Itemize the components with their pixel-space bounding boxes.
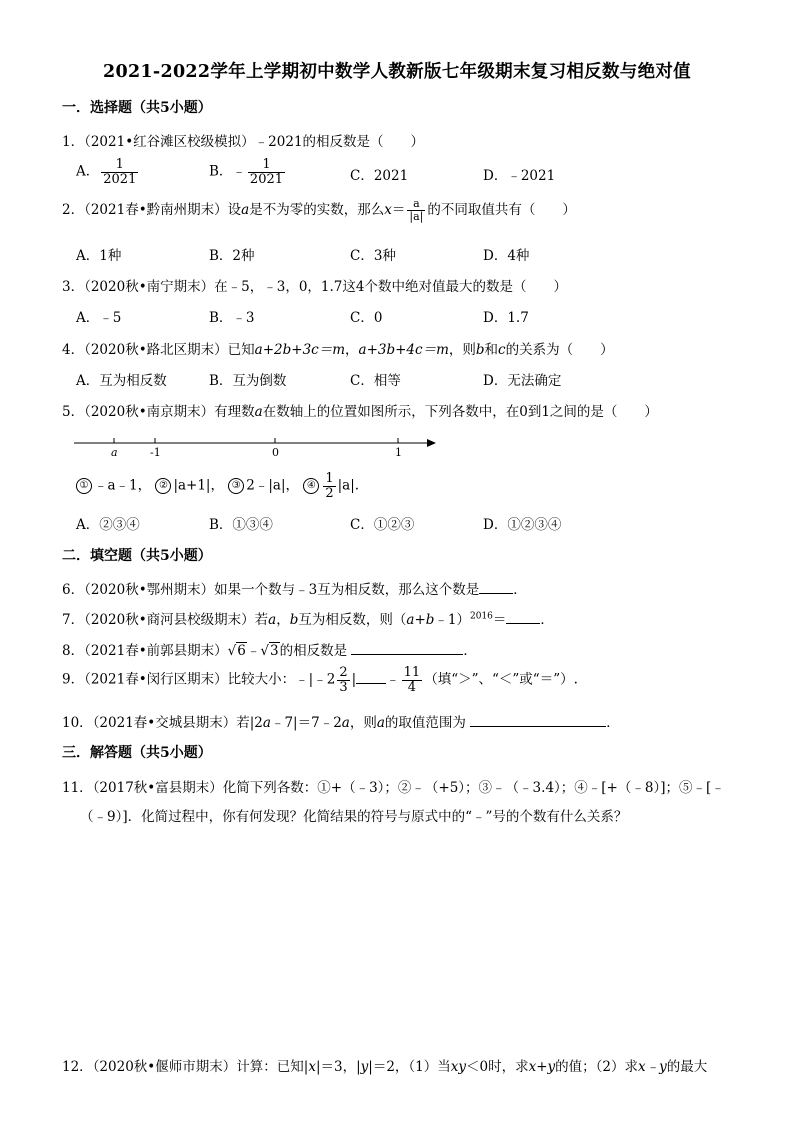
- number-line: [70, 432, 440, 462]
- option-a: A．1种: [76, 248, 122, 264]
- question-text: （2020秋•鄂州期末）如果一个数与﹣3互为相反数，那么这个数是: [84, 582, 480, 598]
- circled-number: ③: [228, 478, 244, 494]
- question-text: ﹣2021的相反数是（ ）: [254, 134, 425, 150]
- question-11: [62, 776, 725, 796]
- option-b: B．2种: [209, 248, 255, 264]
- square-root: √3: [260, 643, 279, 659]
- question-number: 10．: [62, 715, 93, 731]
- option-c: C．3种: [350, 248, 396, 264]
- fraction: $\frac{1}{2021}$: [103, 157, 137, 187]
- question-number: 9．: [62, 671, 85, 688]
- answer-blank[interactable]: [470, 714, 606, 727]
- answer-blank[interactable]: [506, 611, 540, 624]
- question-source: （2021•红谷滩区校级模拟）: [84, 134, 255, 150]
- question-number: 6．: [62, 582, 85, 598]
- section-heading-fill: 二．填空题（共5小题）: [62, 548, 212, 564]
- label-zero: 0: [272, 446, 279, 459]
- answer-blank[interactable]: [479, 581, 513, 594]
- q5-expressions: ① ﹣a﹣1， ② |a+1|， ③ 2﹣|a|， ④ $\frac{1}{2}$ |a|.: [76, 472, 359, 500]
- option-label: A．: [76, 163, 100, 180]
- circled-number: ②: [155, 478, 171, 494]
- circled-number: ④: [303, 478, 319, 494]
- question-number: 7．: [62, 612, 85, 628]
- fraction: $\frac{a}{|a|}$: [409, 197, 424, 223]
- question-9: 9．（2021春•闵行区期末）比较大小：﹣|﹣2 $\frac{2}{3}$ | ﹣ $\frac{11}{4}$ （填“＞”、“＜”或“＝”）.: [62, 665, 578, 695]
- square-root: √6: [227, 643, 246, 659]
- option-b: B．互为倒数: [209, 373, 287, 389]
- question-6: 6．（2020秋•鄂州期末）如果一个数与﹣3互为相反数，那么这个数是 ．: [62, 582, 527, 598]
- circled-number: ①: [76, 478, 92, 494]
- question-text: （2017秋•富县期末）化简下列各数：①+（﹣3）；②﹣（+5）；③﹣（﹣3.4）；④﹣[+（﹣8）]；⑤﹣[﹣: [92, 780, 725, 796]
- option-c: C．①②③: [350, 517, 415, 533]
- question-4: 4．（2020秋•路北区期末）已知a+2b+3c＝m，a+3b+4c＝m，则b和c的关系为（ ）: [62, 342, 614, 358]
- question-7: 7．（2020秋•商河县校级期末）若a，b互为相反数，则（a+b﹣1）$^{2016}$＝ ．: [62, 611, 554, 628]
- question-number: 5．: [62, 404, 85, 420]
- option-c: C．0: [350, 310, 383, 326]
- option-label: B．﹣: [209, 163, 246, 180]
- question-8: 8．（2021春•前郭县期末）√6﹣√3的相反数是 ．: [62, 643, 477, 659]
- question-number: 12．: [62, 1059, 93, 1075]
- label-one: 1: [395, 446, 402, 459]
- question-number: 11．: [62, 780, 93, 796]
- option-a: [76, 158, 140, 186]
- option-c: C．相等: [350, 373, 401, 389]
- option-a: A．互为相反数: [76, 373, 167, 389]
- option-c: C．2021: [350, 168, 409, 184]
- option-b: [209, 158, 287, 186]
- fraction: $\frac{11}{4}$: [403, 665, 421, 695]
- option-b: B．①③④: [209, 517, 273, 533]
- question-5: 5．（2020秋•南京期末）有理数a在数轴上的位置如图所示，下列各数中，在0到1之间的是（ ）: [62, 404, 658, 420]
- question-number: 4．: [62, 342, 85, 358]
- option-a: A．﹣5: [76, 310, 122, 326]
- option-b: B．﹣3: [209, 310, 255, 326]
- fraction: $\frac{2}{3}$: [339, 665, 348, 695]
- section-heading-choice: 一．选择题（共5小题）: [62, 100, 212, 116]
- question-number: 3．: [62, 279, 85, 295]
- question-source: （2020秋•路北区期末）: [84, 342, 228, 358]
- question-source: （2020秋•南京期末）: [84, 404, 215, 420]
- question-12: 12．（2020秋•偃师市期末）计算：已知|x|＝3，|y|＝2，（1）当xy＜0时，求x+y的值；（2）求x﹣y的最大: [62, 1059, 708, 1075]
- fraction: $\frac{1}{2021}$: [249, 157, 284, 187]
- option-d: D．﹣2021: [483, 168, 556, 184]
- option-d: D．1.7: [483, 310, 529, 326]
- question-10: 10．（2021春•交城县期末）若|2a﹣7|＝7﹣2a，则a的取值范围为 ．: [62, 715, 620, 731]
- label-neg-one: -1: [150, 446, 161, 459]
- option-a: A．②③④: [76, 517, 140, 533]
- question-text: （2020秋•南宁期末）在﹣5，﹣3，0，1.7这4个数中绝对值最大的数是（ ）: [84, 279, 567, 295]
- answer-blank[interactable]: [356, 671, 386, 684]
- question-1: [62, 130, 424, 150]
- question-number: 2．: [62, 202, 85, 218]
- option-d: D．①②③④: [483, 517, 562, 533]
- fraction: $\frac{1}{2}$: [325, 471, 334, 501]
- question-3: [62, 275, 567, 295]
- question-source: （2021春•黔南州期末）: [84, 202, 228, 218]
- question-number: 8．: [62, 643, 85, 659]
- question-11-continued: （﹣9）]．化简过程中，你有何发现？化简结果的符号与原式中的“﹣”号的个数有什么关系？: [80, 809, 628, 825]
- axis-arrow: [427, 439, 436, 447]
- page-title: 2021-2022学年上学期初中数学人教新版七年级期末复习相反数与绝对值: [103, 62, 691, 82]
- option-d: D．无法确定: [483, 373, 562, 389]
- section-heading-solve: 三．解答题（共5小题）: [62, 745, 212, 761]
- question-number: 1．: [62, 134, 85, 150]
- question-2: 2．（2021春•黔南州期末）设a是不为零的实数，那么x＝ $\frac{a}{|a|}$ 的不同取值共有（ ）: [62, 197, 576, 223]
- option-d: D．4种: [483, 248, 530, 264]
- label-a: a: [111, 446, 118, 459]
- answer-blank[interactable]: [351, 642, 463, 655]
